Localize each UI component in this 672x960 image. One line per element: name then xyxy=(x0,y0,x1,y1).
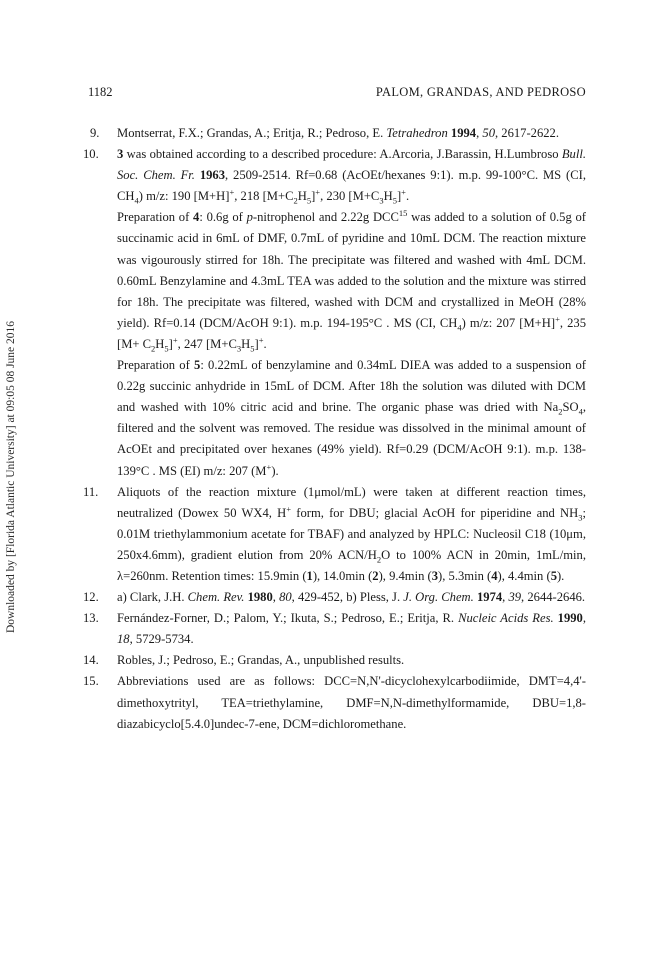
reference-number: 12. xyxy=(83,590,99,605)
reference-item xyxy=(83,144,586,482)
preparation-paragraph: Preparation of 5: 0.22mL of benzylamine and 0.34mL DIEA was added to a suspension of 0.22g succinic anhydride in 15mL of DCM. After 18h the solution was diluted with DCM and washed with 10% citric acid and brine. The organic phase was dried with $Na_2SO_4$, filtered and the solvent was removed. The residue was dissolved in the minimal amount of AcOEt and precipitated over hexanes (49% yield). Rf=0.29 (DCM/AcOH 9:1). m.p. 138-139°C . MS (EI) m/z: 207 (M+). xyxy=(117,358,586,478)
reference-number: 9. xyxy=(90,126,100,140)
reference-number: 14. xyxy=(83,653,99,668)
reference-item xyxy=(83,608,586,650)
reference-number: 15. xyxy=(83,674,99,689)
reference-number: 11. xyxy=(83,484,99,499)
reference-number: 10. xyxy=(83,147,99,162)
reference-text: 3 was obtained according to a described procedure: A.Arcoria, J.Barassin, H.Lumbroso Bull. Soc. Chem. Fr. 1963, 2509-2514. Rf=0.68 (AcOEt/hexanes 9:1). m.p. 99-100°C. MS (CI, $CH_4$) m/z: 190 [M+H]+, 218 $[M+C_2H_5]^+$, 230 $[M+C_3H_5]^+$. xyxy=(117,147,586,206)
reference-number: 13. xyxy=(83,611,99,626)
reference-item xyxy=(83,671,586,734)
reference-item xyxy=(83,650,586,671)
page-header xyxy=(88,84,586,100)
reference-text: a) Clark, J.H. Chem. Rev. 1980, 80, 429-452, b) Pless, J. J. Org. Chem. 1974, 39, 2644-2646. xyxy=(117,590,586,605)
reference-text: Montserrat, F.X.; Grandas, A.; Eritja, R.; Pedroso, E. Tetrahedron 1994, 50, 2617-2622. xyxy=(117,126,559,140)
reference-item xyxy=(83,482,586,587)
reference-item xyxy=(90,123,586,144)
download-watermark: Downloaded by [Florida Atlantic University] at 09:05 08 June 2016 xyxy=(5,320,17,634)
reference-text: Abbreviations used are as follows: DCC=N,N'-dicyclohexylcarbodiimide, DMT=4,4'-dimethoxytrityl, TEA=triethylamine, DMF=N,N-dimethylformamide, DBU=1,8-diazabicyclo[5.4.0]undec-7-ene, DCM=dichloromethane. xyxy=(117,674,586,731)
reference-item xyxy=(83,587,586,608)
reference-list xyxy=(83,123,586,735)
preparation-paragraph: Preparation of 4: 0.6g of p-nitrophenol and 2.22g DCC$^{15}$ was added to a solution of 0.5g of succinamic acid in 6mL of DMF, 0.7mL of pyridine and 10mL DCM. The reaction mixture was vigourously stirred for 18h. The precipitate was filtered and washed with 4mL DCM. 0.60mL Benzylamine and 4.3mL TEA was added to the solution and the mixture was stirred for 18h. The precipitate was filtered, washed with DCM and crystallized in MeOH (28% yield). Rf=0.14 (DCM/AcOH 9:1). m.p. 194-195°C . MS (CI, $CH_4$) m/z: 207 [M+H]+, 235 $[M+ C_2H_5]^+$, 247 $[M+C_3H_5]^+$. xyxy=(117,208,586,354)
reference-text: Robles, J.; Pedroso, E.; Grandas, A., unpublished results. xyxy=(117,653,405,668)
reference-text: Aliquots of the reaction mixture (1μmol/mL) were taken at different reaction times, neutralized (Dowex 50 WX4, H+ form, for DBU; glacial AcOH for piperidine and $NH_3$; 0.01M triethylammonium acetate for TBAF) and analyzed by HPLC: Nucleosil C18 (10μm, 250x4.6mm), gradient elution from 20% ACN/$H_2O$ to 100% ACN in 20min, 1mL/min, λ=260nm. Retention times: 15.9min (1), 14.0min (2), 9.4min (3), 5.3min (4), 4.4min (5). xyxy=(117,484,586,583)
running-title: PALOM, GRANDAS, AND PEDROSO xyxy=(375,85,586,99)
page-number: 1182 xyxy=(88,85,113,99)
reference-text: Fernández-Forner, D.; Palom, Y.; Ikuta, S.; Pedroso, E.; Eritja, R. Nucleic Acids Res. 1990, 18, 5729-5734. xyxy=(117,611,586,647)
